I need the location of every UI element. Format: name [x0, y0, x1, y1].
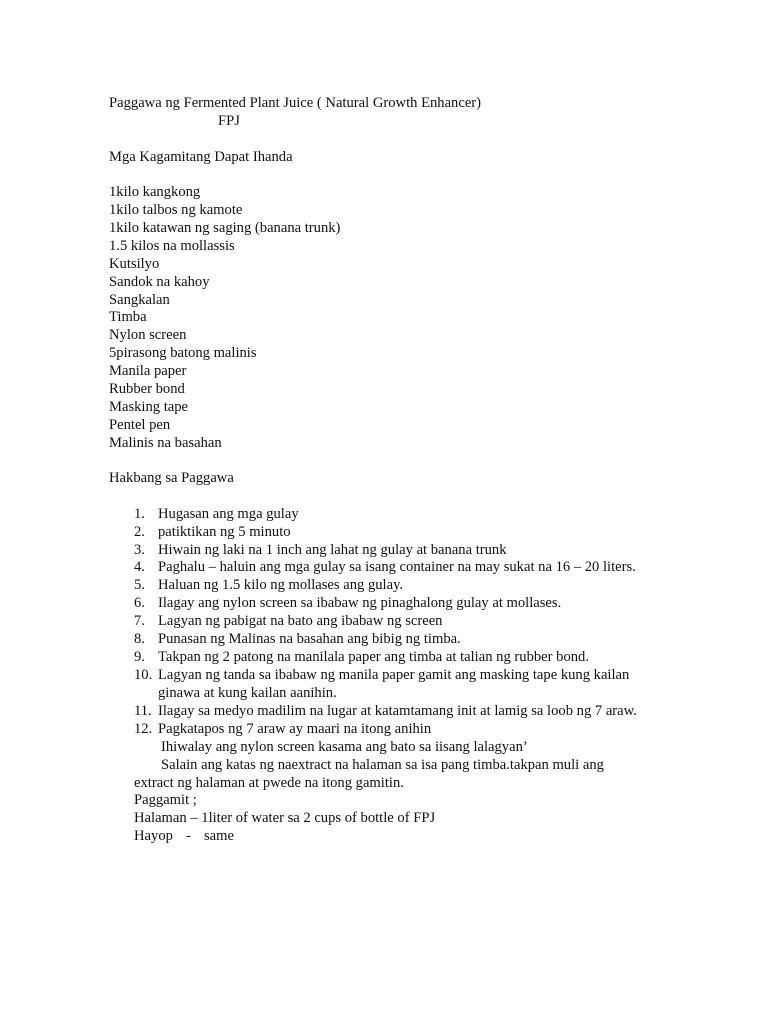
- list-item: Malinis na basahan: [109, 435, 222, 451]
- list-item: 5pirasong batong malinis: [109, 345, 257, 361]
- list-item: Manila paper: [109, 363, 187, 379]
- list-item: Nylon screen: [109, 327, 187, 343]
- step-number: 1.: [134, 506, 145, 522]
- step-number: 2.: [134, 524, 145, 540]
- usage-animal-value: same: [204, 828, 234, 844]
- step-text: Punasan ng Malinas na basahan ang bibig ng timba.: [158, 631, 461, 647]
- after-step-note: extract ng halaman at pwede na itong gamitin.: [134, 775, 404, 791]
- list-item: 1kilo kangkong: [109, 184, 201, 200]
- step-number: 7.: [134, 613, 145, 629]
- step-number: 4.: [134, 559, 145, 575]
- list-item: Rubber bond: [109, 381, 185, 397]
- step-text: Takpan ng 2 patong na manilala paper ang timba at talian ng rubber bond.: [158, 649, 589, 665]
- step-text: Ilagay ang nylon screen sa ibabaw ng pinaghalong gulay at mollases.: [158, 595, 562, 611]
- step-text: Ilagay sa medyo madilim na lugar at katamtamang init at lamig sa loob ng 7 araw.: [158, 703, 637, 719]
- step-number: 8.: [134, 631, 145, 647]
- step-number: 11.: [134, 703, 152, 719]
- list-item: 1kilo katawan ng saging (banana trunk): [109, 220, 341, 236]
- materials-heading: Mga Kagamitang Dapat Ihanda: [109, 149, 293, 165]
- step-text: Haluan ng 1.5 kilo ng mollases ang gulay.: [158, 577, 404, 593]
- document-title: Paggawa ng Fermented Plant Juice ( Natural Growth Enhancer): [109, 95, 482, 111]
- step-number: 6.: [134, 595, 145, 611]
- step-text: Hiwain ng laki na 1 inch ang lahat ng gulay at banana trunk: [158, 542, 507, 558]
- usage-plant: Halaman – 1liter of water sa 2 cups of bottle of FPJ: [134, 810, 436, 826]
- step-text: Lagyan ng tanda sa ibabaw ng manila paper gamit ang masking tape kung kailan: [158, 667, 630, 683]
- step-text: patiktikan ng 5 minuto: [158, 524, 291, 540]
- list-item: Timba: [109, 309, 147, 325]
- step-number: 3.: [134, 542, 145, 558]
- usage-animal-dash: -: [186, 828, 191, 844]
- usage-heading: Paggamit ;: [134, 792, 197, 808]
- step-number: 5.: [134, 577, 145, 593]
- step-text: Paghalu – haluin ang mga gulay sa isang container na may sukat na 16 – 20 liters.: [158, 559, 636, 575]
- step-text: Lagyan ng pabigat na bato ang ibabaw ng screen: [158, 613, 443, 629]
- list-item: Masking tape: [109, 399, 189, 415]
- steps-heading: Hakbang sa Paggawa: [109, 470, 234, 486]
- step-text-continued: ginawa at kung kailan aanihin.: [158, 685, 337, 701]
- step-number: 12.: [134, 721, 153, 737]
- list-item: Pentel pen: [109, 417, 171, 433]
- document-subtitle: FPJ: [218, 113, 240, 129]
- list-item: 1.5 kilos na mollassis: [109, 238, 235, 254]
- usage-animal-label: Hayop: [134, 828, 173, 844]
- step-number: 9.: [134, 649, 145, 665]
- list-item: Kutsilyo: [109, 256, 160, 272]
- after-step-note: Salain ang katas ng naextract na halaman sa isa pang timba.takpan muli ang: [161, 757, 604, 773]
- step-text: Pagkatapos ng 7 araw ay maari na itong anihin: [158, 721, 432, 737]
- step-number: 10.: [134, 667, 153, 683]
- after-step-note: Ihiwalay ang nylon screen kasama ang bato sa iisang lalagyan’: [161, 739, 528, 755]
- list-item: Sangkalan: [109, 292, 170, 308]
- step-text: Hugasan ang mga gulay: [158, 506, 299, 522]
- list-item: 1kilo talbos ng kamote: [109, 202, 243, 218]
- list-item: Sandok na kahoy: [109, 274, 210, 290]
